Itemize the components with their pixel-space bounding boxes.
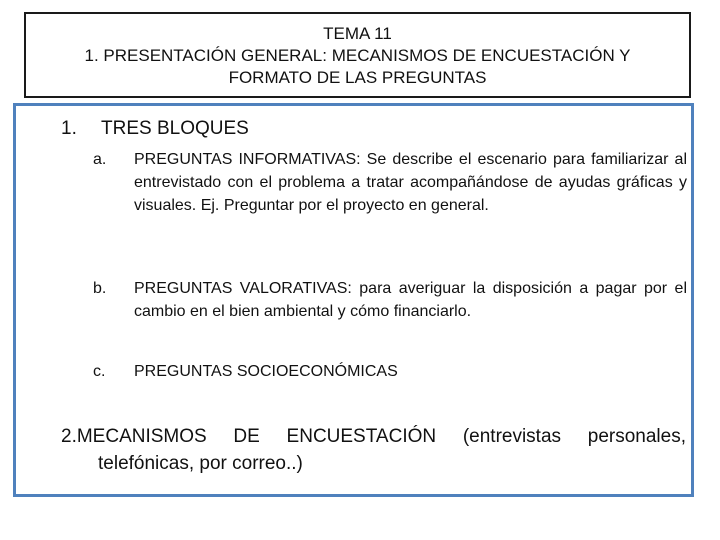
title-line-3: FORMATO DE LAS PREGUNTAS [228, 68, 487, 87]
list-item-letter: b. [93, 280, 107, 297]
title-box [24, 12, 691, 98]
list-item-text: PREGUNTAS VALORATIVAS: para averiguar la disposición a pagar por el cambio en el bien ambiental y cómo financiarlo. [134, 280, 687, 320]
section-2-line-1: 2.MECANISMOS DE ENCUESTACIÓN (entrevistas personales, [61, 426, 686, 447]
title-line-2: 1. PRESENTACIÓN GENERAL: MECANISMOS DE ENCUESTACIÓN Y [84, 46, 631, 65]
list-item-text: PREGUNTAS SOCIOECONÓMICAS [134, 363, 398, 380]
list-item-c [93, 360, 687, 383]
section-1-heading [61, 117, 249, 141]
content-box [13, 103, 694, 497]
section-1-number: 1. [61, 118, 77, 139]
section-2-line-2: telefónicas, por correo..) [98, 453, 303, 474]
list-item-a [93, 148, 687, 217]
list-item-letter: a. [93, 151, 107, 168]
section-2-heading [61, 423, 686, 477]
list-item-text: PREGUNTAS INFORMATIVAS: Se describe el escenario para familiarizar al entrevistado con el problema a tratar acompañándose de ayudas gráficas y visuales. Ej. Preguntar por el proyecto en general. [134, 151, 687, 214]
list-item-letter: c. [93, 363, 106, 380]
list-item-b [93, 277, 687, 323]
title-line-1: TEMA 11 [323, 24, 392, 43]
section-1-title: TRES BLOQUES [101, 118, 249, 139]
